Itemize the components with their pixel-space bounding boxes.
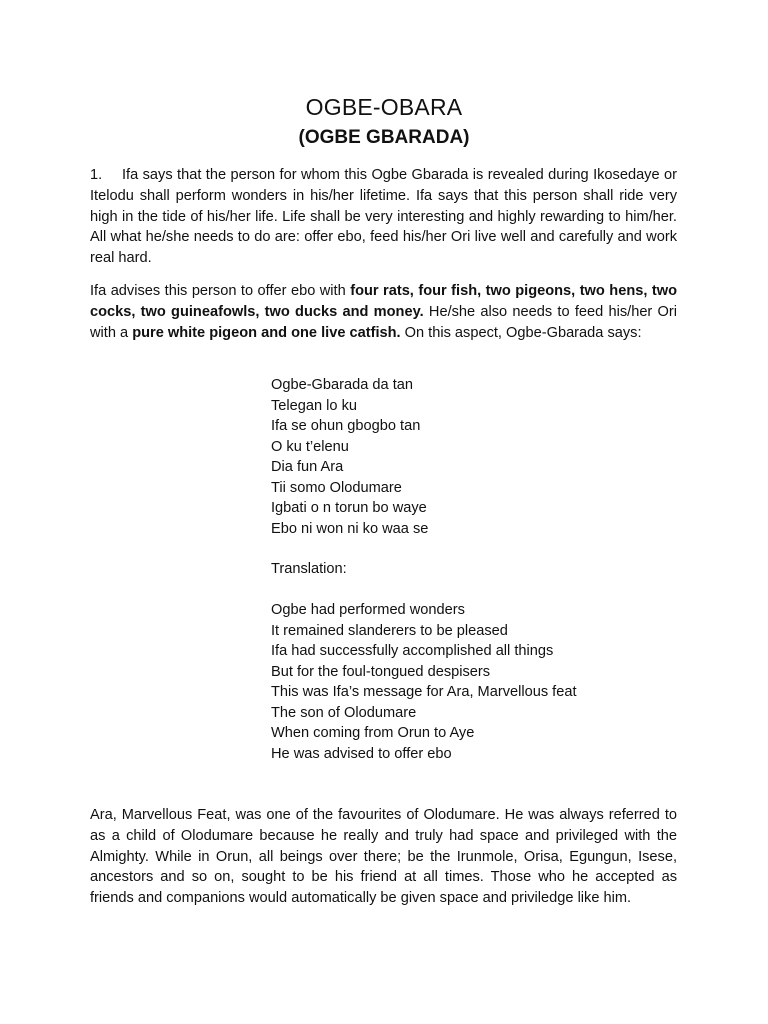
translation-line: It remained slanderers to be pleased: [271, 622, 508, 639]
ebo-items-bold: four rats, four fish, two pigeons, two hens, two cocks, two guineafowls, two ducks and money.: [90, 283, 678, 320]
verse-line: Tii somo Olodumare: [271, 479, 402, 496]
verse-block: [271, 375, 428, 539]
translation-line: This was Ifa’s message for Ara, Marvellous feat: [271, 684, 577, 700]
verse-line: Igbati o n torun bo waye: [271, 500, 427, 516]
verse-line: Dia fun Ara: [271, 459, 344, 475]
translation-line: But for the foul-tongued despisers: [271, 663, 491, 680]
verse-line: Ebo ni won ni ko waa se: [271, 520, 429, 537]
paragraph-1-text: Ifa says that the person for whom this Ogbe Gbarada is revealed during Ikosedaye or Itelodu shall perform wonders in his/her lifetime. Ifa says that this person shall ride very high in the tide of his/her life. Life shall be very interesting and highly rewarding to him/her. All what he/she needs to do are: offer ebo, feed his/her Ori live well and carefully and work real hard.: [90, 167, 677, 267]
paragraph-2-text-c: On this aspect, Ogbe-Gbarada says:: [400, 324, 642, 341]
translation-line: Ogbe had performed wonders: [271, 602, 465, 618]
paragraph-1: [90, 165, 677, 269]
translation-label: Translation:: [271, 561, 347, 577]
translation-line: He was advised to offer ebo: [271, 745, 452, 762]
verse-line: Telegan lo ku: [271, 397, 358, 414]
paragraph-2: [90, 281, 677, 343]
translation-line: Ifa had successfully accomplished all things: [271, 643, 554, 659]
translation-block: [271, 600, 577, 764]
page-subtitle: (OGBE GBARADA): [298, 127, 470, 148]
translation-line: When coming from Orun to Aye: [271, 725, 475, 741]
verse-line: Ifa se ohun gbogbo tan: [271, 418, 421, 434]
paragraph-2-text-a: Ifa advises this person to offer ebo with: [90, 283, 351, 299]
paragraph-3: Ara, Marvellous Feat, was one of the favourites of Olodumare. He was always referred to as a child of Olodumare because he really and truly had space and privileged with the Almighty. While in Orun, all beings over there; be the Irunmole, Orisa, Egungun, Isese, ancestors and so on, sought to be his friend at all times. Those who he accepted as friends and companions would automatically be given space and priviledge like him.: [90, 807, 677, 907]
page-title: OGBE-OBARA: [305, 94, 463, 120]
paragraph-number: 1.: [90, 167, 103, 183]
ori-items-bold: pure white pigeon and one live catfish.: [132, 324, 401, 341]
verse-line: Ogbe-Gbarada da tan: [271, 377, 413, 393]
translation-line: The son of Olodumare: [271, 704, 417, 721]
paragraph-2-text-b: He/she also needs to feed his/her Ori with a: [90, 303, 677, 341]
verse-line: O ku t’elenu: [271, 438, 349, 455]
